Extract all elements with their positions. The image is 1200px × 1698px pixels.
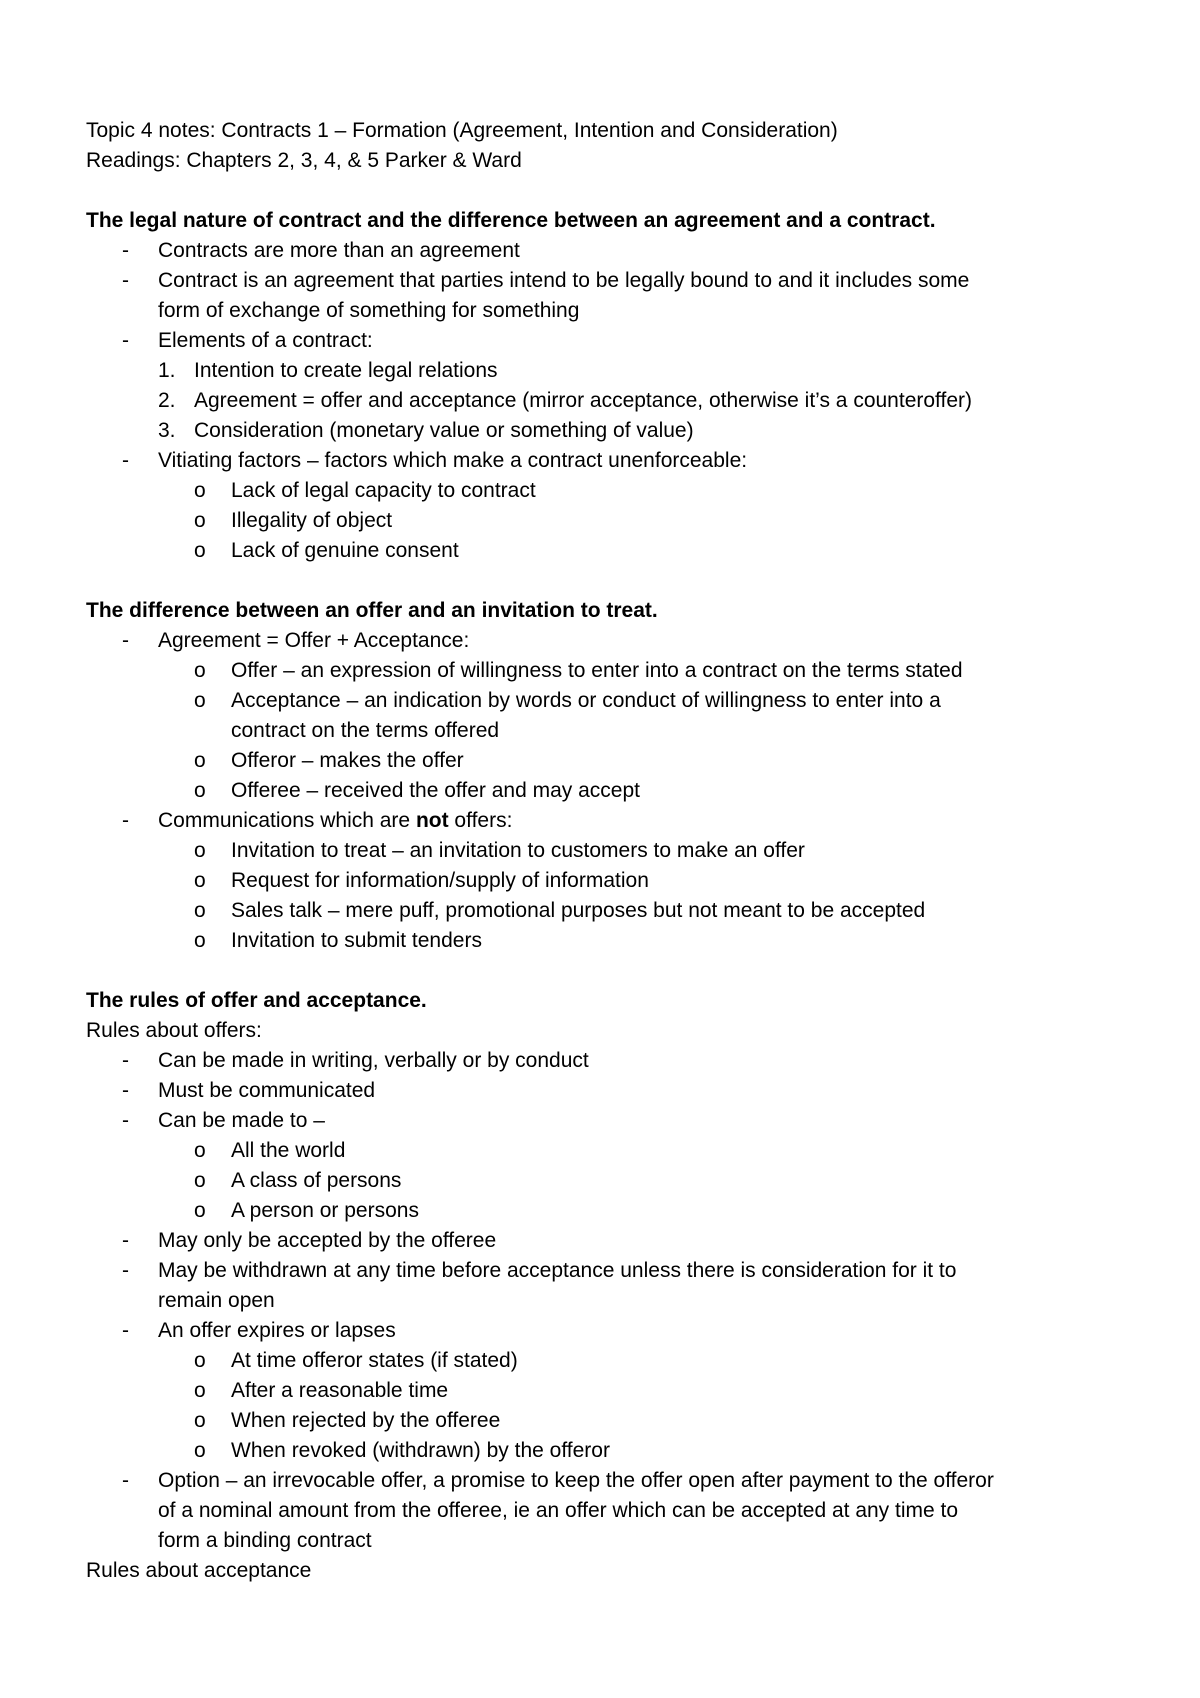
section-heading-offer-acceptance-rules: The rules of offer and acceptance. — [86, 989, 427, 1012]
list-item-text-continued: remain open — [158, 1289, 275, 1312]
sub-list-item-text-continued: contract on the terms offered — [231, 719, 500, 742]
numbered-item — [86, 416, 1126, 446]
circle-bullet: o — [194, 929, 206, 952]
item-number: 2. — [158, 389, 176, 412]
sub-list-item-text: At time offeror states (if stated) — [231, 1349, 518, 1372]
list-item-text: Contract is an agreement that parties intend to be legally bound to and it includes some — [158, 269, 970, 292]
list-item-text: Contracts are more than an agreement — [158, 239, 520, 262]
dash-bullet: - — [122, 1109, 129, 1132]
circle-bullet: o — [194, 1199, 206, 1222]
dash-bullet: - — [122, 1049, 129, 1072]
sub-list-item-text: When revoked (withdrawn) by the offeror — [231, 1439, 610, 1462]
sub-list-item-text: When rejected by the offeree — [231, 1409, 501, 1432]
list-item-text: Elements of a contract: — [158, 329, 373, 352]
dash-bullet: - — [122, 449, 129, 472]
circle-bullet: o — [194, 1439, 206, 1462]
sub-list-item — [86, 896, 1126, 926]
item-number: 1. — [158, 359, 176, 382]
sub-list-item — [86, 866, 1126, 896]
subheading-rules-acceptance: Rules about acceptance — [86, 1559, 312, 1582]
sub-list-item-text: Sales talk – mere puff, promotional purposes but not meant to be accepted — [231, 899, 926, 922]
list-item-text-end: offers: — [448, 809, 513, 832]
list-item-text: Option – an irrevocable offer, a promise to keep the offer open after payment to the offeror — [158, 1469, 994, 1492]
sub-list-item-text: A person or persons — [231, 1199, 419, 1222]
sub-list-item-text: Offeror – makes the offer — [231, 749, 464, 772]
list-item — [86, 1316, 1126, 1346]
sub-list-item — [86, 836, 1126, 866]
list-item-text-continued: form of exchange of something for something — [158, 299, 580, 322]
item-number: 3. — [158, 419, 176, 442]
circle-bullet: o — [194, 779, 206, 802]
numbered-item-text: Intention to create legal relations — [194, 359, 498, 382]
sub-list-item — [86, 746, 1126, 776]
circle-bullet: o — [194, 1169, 206, 1192]
sub-list-item-text: Offeree – received the offer and may accept — [231, 779, 640, 802]
sub-list-item-text: All the world — [231, 1139, 346, 1162]
dash-bullet: - — [122, 269, 129, 292]
list-item — [86, 806, 1126, 836]
sub-list-item — [86, 776, 1126, 806]
sub-list-item-text: Acceptance – an indication by words or conduct of willingness to enter into a — [231, 689, 941, 712]
sub-list-item-text: Invitation to treat – an invitation to customers to make an offer — [231, 839, 805, 862]
list-item — [86, 626, 1126, 656]
sub-list-item — [86, 476, 1126, 506]
circle-bullet: o — [194, 1409, 206, 1432]
sub-list-item-text: Offer – an expression of willingness to enter into a contract on the terms stated — [231, 659, 963, 682]
dash-bullet: - — [122, 1229, 129, 1252]
numbered-item — [86, 386, 1126, 416]
list-item — [86, 1076, 1126, 1106]
circle-bullet: o — [194, 839, 206, 862]
emphasis-not: not — [415, 809, 449, 832]
sub-list-item-text: Invitation to submit tenders — [231, 929, 482, 952]
list-item-text: Communications which are — [158, 809, 416, 832]
sub-list-item — [86, 1136, 1126, 1166]
dash-bullet: - — [122, 629, 129, 652]
list-item — [86, 236, 1126, 266]
sub-list-item-text: Request for information/supply of information — [231, 869, 649, 892]
list-item — [86, 326, 1126, 356]
document-page — [86, 116, 1126, 1586]
dash-bullet: - — [122, 329, 129, 352]
sub-list-item — [86, 1166, 1126, 1196]
dash-bullet: - — [122, 239, 129, 262]
circle-bullet: o — [194, 539, 206, 562]
spacer — [86, 176, 1126, 206]
list-item — [86, 1466, 1126, 1556]
sub-list-item — [86, 506, 1126, 536]
dash-bullet: - — [122, 1079, 129, 1102]
circle-bullet: o — [194, 899, 206, 922]
sub-list-item — [86, 1406, 1126, 1436]
sub-list-item-text: A class of persons — [231, 1169, 402, 1192]
list-item — [86, 1226, 1126, 1256]
sub-list-item-text: Lack of legal capacity to contract — [231, 479, 536, 502]
topic-title: Topic 4 notes: Contracts 1 – Formation (Agreement, Intention and Consideration) — [86, 119, 838, 142]
list-item-text: May only be accepted by the offeree — [158, 1229, 497, 1252]
sub-list-item-text: After a reasonable time — [231, 1379, 449, 1402]
readings-line: Readings: Chapters 2, 3, 4, & 5 Parker & Ward — [86, 149, 522, 172]
section-heading-offer-vs-invitation: The difference between an offer and an invitation to treat. — [86, 599, 658, 622]
list-item-text: Can be made in writing, verbally or by conduct — [158, 1049, 589, 1072]
circle-bullet: o — [194, 509, 206, 532]
list-item — [86, 266, 1126, 326]
dash-bullet: - — [122, 1319, 129, 1342]
circle-bullet: o — [194, 869, 206, 892]
circle-bullet: o — [194, 689, 206, 712]
circle-bullet: o — [194, 479, 206, 502]
dash-bullet: - — [122, 1469, 129, 1492]
dash-bullet: - — [122, 1259, 129, 1282]
numbered-item-text: Consideration (monetary value or something of value) — [194, 419, 694, 442]
sub-list-item — [86, 536, 1126, 566]
sub-list-item — [86, 926, 1126, 956]
sub-list-item — [86, 1436, 1126, 1466]
dash-bullet: - — [122, 809, 129, 832]
list-item-text: An offer expires or lapses — [158, 1319, 396, 1342]
list-item — [86, 446, 1126, 476]
sub-list-item — [86, 1196, 1126, 1226]
circle-bullet: o — [194, 749, 206, 772]
list-item-text: Agreement = Offer + Acceptance: — [158, 629, 470, 652]
list-item-text: Vitiating factors – factors which make a contract unenforceable: — [158, 449, 748, 472]
subheading-rules-offers: Rules about offers: — [86, 1019, 262, 1042]
sub-list-item-text: Lack of genuine consent — [231, 539, 459, 562]
circle-bullet: o — [194, 1349, 206, 1372]
list-item-text: Must be communicated — [158, 1079, 376, 1102]
list-item-text: May be withdrawn at any time before acceptance unless there is consideration for it to — [158, 1259, 957, 1282]
section-heading-contract-nature: The legal nature of contract and the difference between an agreement and a contract. — [86, 209, 936, 232]
list-item-text-continued: of a nominal amount from the offeree, ie an offer which can be accepted at any time to — [158, 1499, 959, 1522]
sub-list-item-text: Illegality of object — [231, 509, 393, 532]
spacer — [86, 956, 1126, 986]
sub-list-item — [86, 656, 1126, 686]
list-item — [86, 1106, 1126, 1136]
sub-list-item — [86, 686, 1126, 746]
list-item-text-continued: form a binding contract — [158, 1529, 372, 1552]
numbered-item-text: Agreement = offer and acceptance (mirror acceptance, otherwise it’s a counteroffer) — [194, 389, 972, 412]
sub-list-item — [86, 1346, 1126, 1376]
list-item — [86, 1046, 1126, 1076]
spacer — [86, 566, 1126, 596]
circle-bullet: o — [194, 1139, 206, 1162]
circle-bullet: o — [194, 1379, 206, 1402]
numbered-item — [86, 356, 1126, 386]
list-item-text: Can be made to – — [158, 1109, 325, 1132]
list-item — [86, 1256, 1126, 1316]
sub-list-item — [86, 1376, 1126, 1406]
circle-bullet: o — [194, 659, 206, 682]
